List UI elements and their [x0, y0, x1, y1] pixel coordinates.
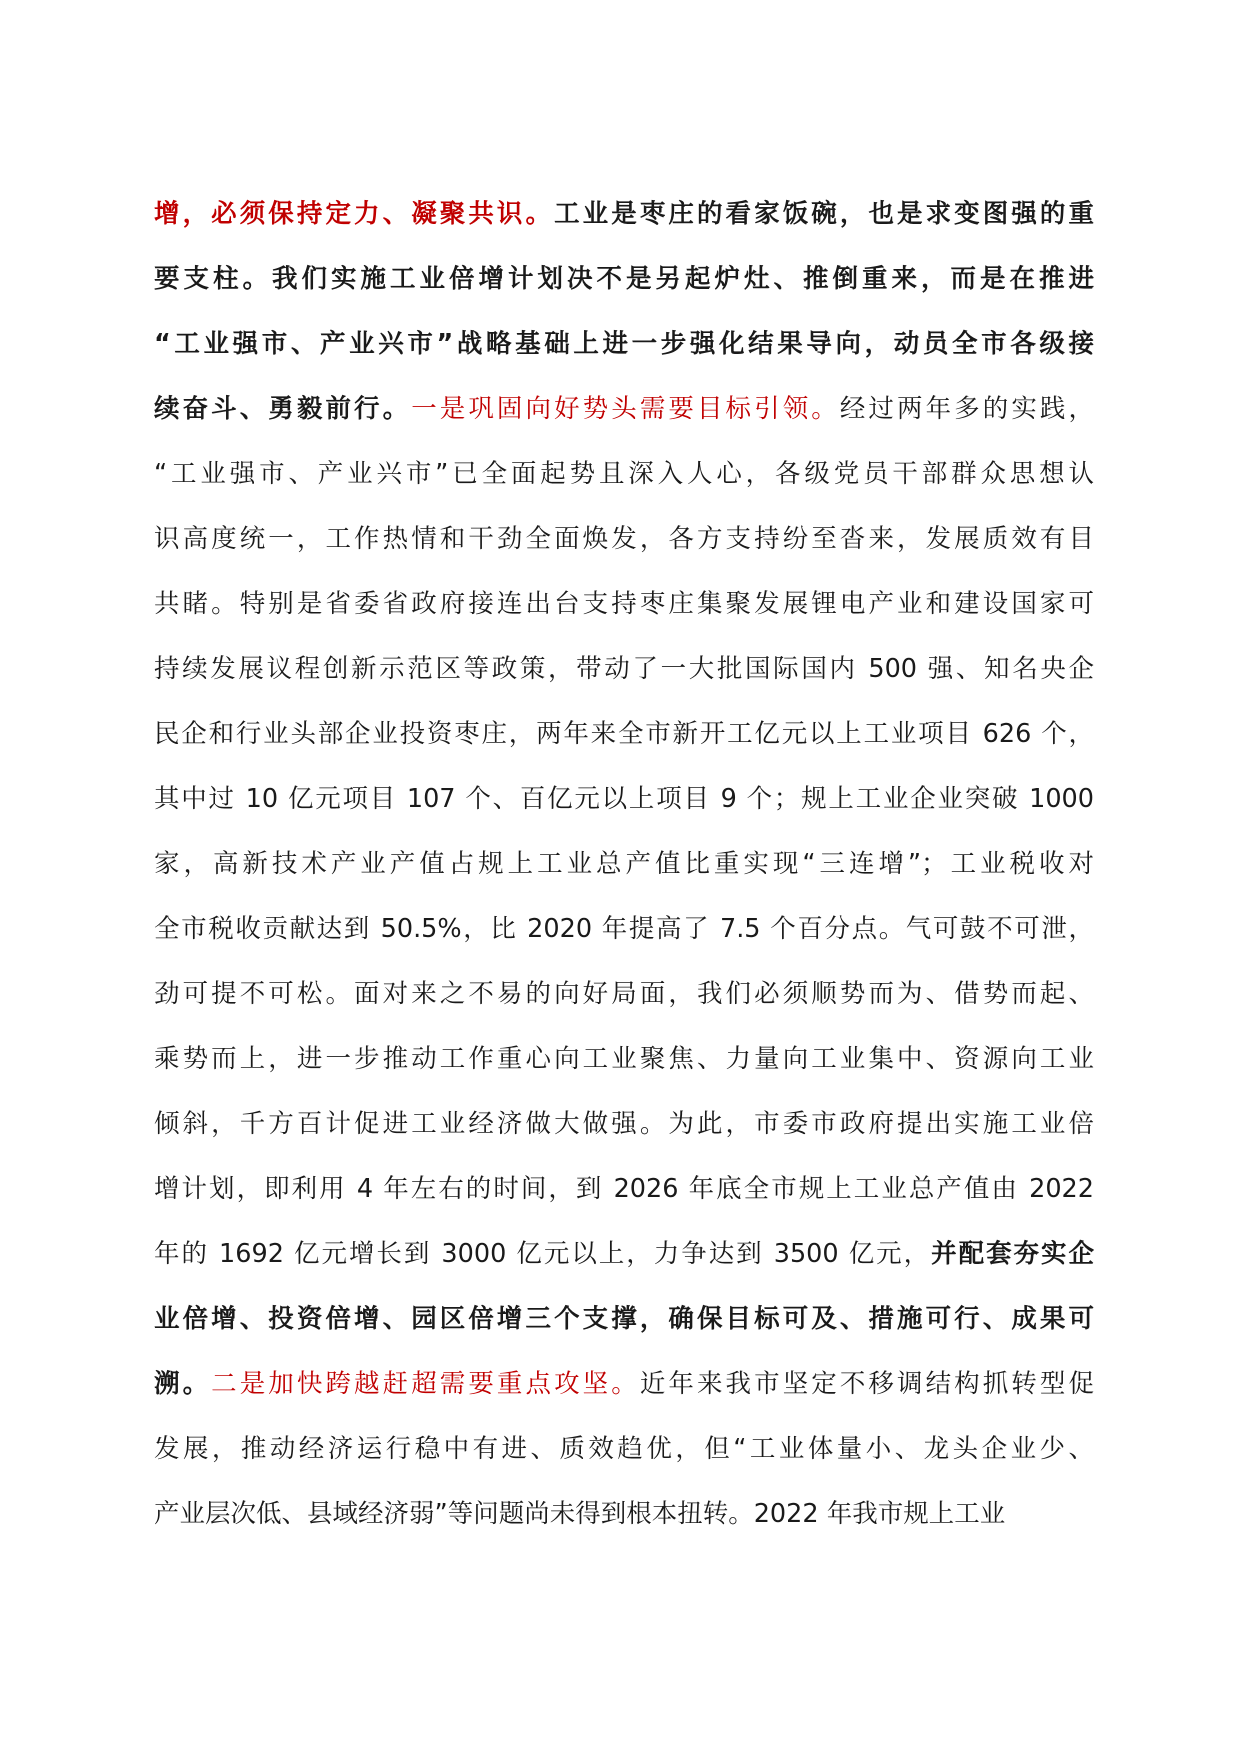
text-line	[154, 773, 1094, 838]
text-line	[154, 903, 1094, 968]
text-line	[154, 253, 1094, 318]
text-segment: 溯。	[154, 1369, 212, 1399]
text-line	[154, 838, 1094, 903]
text-segment: 持续发展议程创新示范区等政策，带动了一大批国际国内 500 强、知名央企	[154, 654, 1094, 684]
text-segment: 近年来我市坚定不移调结构抓转型促	[639, 1369, 1094, 1399]
text-segment: “工业强市、产业兴市”已全面起势且深入人心，各级党员干部群众思想认	[154, 459, 1094, 489]
text-segment: “工业强市、产业兴市”战略基础上进一步强化结果导向，动员全市各级接	[154, 329, 1094, 359]
text-line	[154, 1358, 1094, 1423]
text-segment: 家，高新技术产业产值占规上工业总产值比重实现“三连增”；工业税收对	[154, 849, 1094, 879]
text-line	[154, 1228, 1094, 1293]
text-segment: 共睹。特别是省委省政府接连出台支持枣庄集聚发展锂电产业和建设国家可	[154, 589, 1094, 619]
text-line	[154, 318, 1094, 383]
text-line	[154, 513, 1094, 578]
text-segment: 发展，推动经济运行稳中有进、质效趋优，但“工业体量小、龙头企业少、	[154, 1434, 1094, 1464]
text-line	[154, 708, 1094, 773]
text-segment: 增，必须保持定力、凝聚共识。	[154, 199, 555, 229]
text-segment: 二是加快跨越赶超需要重点攻坚。	[211, 1369, 640, 1399]
text-segment: 年的 1692 亿元增长到 3000 亿元以上，力争达到 3500 亿元，	[154, 1239, 932, 1269]
text-segment: 并配套夯实企	[931, 1239, 1094, 1269]
text-segment: 要支柱。我们实施工业倍增计划决不是另起炉灶、推倒重来，而是在推进	[154, 264, 1094, 294]
text-line	[154, 1033, 1094, 1098]
text-segment: 其中过 10 亿元项目 107 个、百亿元以上项目 9 个；规上工业企业突破 1000	[154, 784, 1094, 814]
text-line	[154, 1488, 1094, 1553]
text-segment: 劲可提不可松。面对来之不易的向好局面，我们必须顺势而为、借势而起、	[154, 979, 1094, 1009]
text-segment: 经过两年多的实践，	[839, 394, 1094, 424]
text-segment: 增计划，即利用 4 年左右的时间，到 2026 年底全市规上工业总产值由 2022	[154, 1174, 1094, 1204]
text-segment: 全市税收贡献达到 50.5%，比 2020 年提高了 7.5 个百分点。气可鼓不可泄，	[154, 914, 1094, 944]
text-line	[154, 578, 1094, 643]
text-line	[154, 643, 1094, 708]
text-segment: 产业层次低、县域经济弱”等问题尚未得到根本扭转。2022 年我市规上工业	[154, 1499, 1006, 1529]
text-line	[154, 1098, 1094, 1163]
text-line	[154, 1423, 1094, 1488]
text-segment: 续奋斗、勇毅前行。	[154, 394, 412, 424]
text-segment: 一是巩固向好势头需要目标引领。	[411, 394, 840, 424]
text-segment: 业倍增、投资倍增、园区倍增三个支撑，确保目标可及、措施可行、成果可	[154, 1304, 1094, 1334]
text-line	[154, 1293, 1094, 1358]
text-segment: 倾斜，千方百计促进工业经济做大做强。为此，市委市政府提出实施工业倍	[154, 1109, 1094, 1139]
text-line	[154, 188, 1094, 253]
text-line	[154, 1163, 1094, 1228]
text-line	[154, 448, 1094, 513]
text-line	[154, 383, 1094, 448]
body-text	[154, 188, 1094, 1553]
text-line	[154, 968, 1094, 1033]
text-segment: 工业是枣庄的看家饭碗，也是求变图强的重	[554, 199, 1094, 229]
text-segment: 乘势而上，进一步推动工作重心向工业聚焦、力量向工业集中、资源向工业	[154, 1044, 1094, 1074]
text-segment: 民企和行业头部企业投资枣庄，两年来全市新开工亿元以上工业项目 626 个，	[154, 719, 1094, 749]
text-segment: 识高度统一，工作热情和干劲全面焕发，各方支持纷至沓来，发展质效有目	[154, 524, 1094, 554]
